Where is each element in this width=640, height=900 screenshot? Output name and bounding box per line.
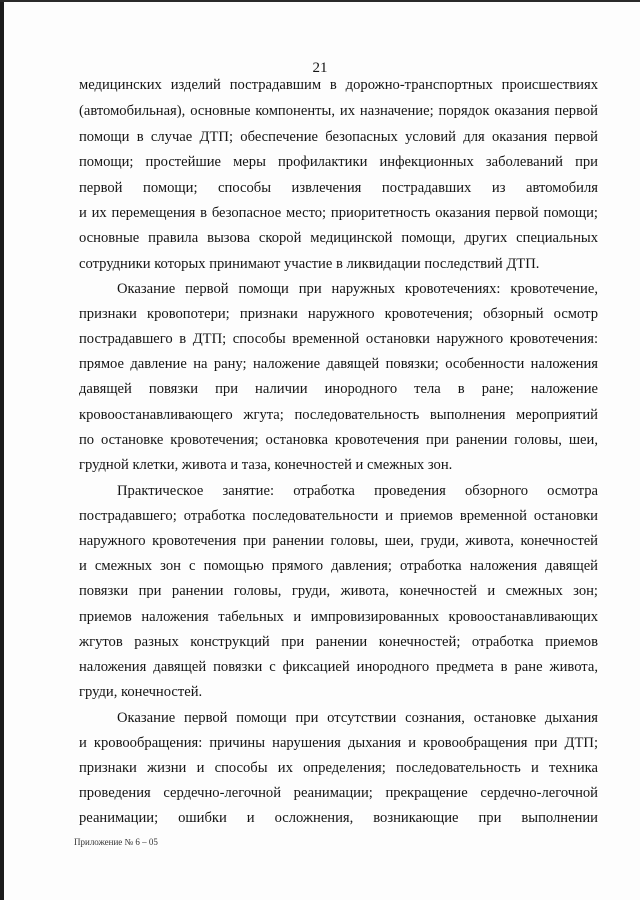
scan-edge-top (0, 0, 640, 2)
text-line: пострадавшего в ДТП; способы временной остановки наружного кровотечения: (79, 331, 598, 347)
text-line: повязки при ранении головы, груди, живота, конечностей и смежных зон; (79, 583, 598, 599)
text-line: признаки жизни и способы их определения; последовательность и техника (79, 760, 598, 776)
text-line: и кровообращения: причины нарушения дыхания и кровообращения при ДТП; (79, 735, 598, 751)
text-line: признаки кровопотери; признаки наружного кровотечения; обзорный осмотр (79, 306, 598, 322)
text-line: помощи; простейшие меры профилактики инфекционных заболеваний при (79, 154, 598, 170)
text-line: (автомобильная), основные компоненты, их назначение; порядок оказания первой (79, 103, 598, 119)
text-line: проведения сердечно-легочной реанимации; прекращение сердечно-легочной (79, 785, 598, 801)
text-line: Оказание первой помощи при наружных кровотечениях: кровотечение, (117, 281, 598, 297)
text-line: давящей повязки при наличии инородного тела в ране; наложение (79, 381, 598, 397)
text-line: Оказание первой помощи при отсутствии сознания, остановке дыхания (117, 710, 598, 726)
text-line: и смежных зон с помощью прямого давления; отработка наложения давящей (79, 558, 598, 574)
text-line: грудной клетки, живота и таза, конечностей и смежных зон. (79, 457, 453, 473)
text-line: наложения давящей повязки с фиксацией инородного предмета в ране живота, (79, 659, 598, 675)
text-line: груди, конечностей. (79, 684, 203, 700)
text-line: помощи в случае ДТП; обеспечение безопасных условий для оказания первой (79, 129, 598, 145)
text-line: прямое давление на рану; наложение давящей повязки; особенности наложения (79, 356, 598, 372)
page-number: 21 (312, 60, 328, 76)
text-line: по остановке кровотечения; остановка кровотечения при ранении головы, шеи, (79, 432, 598, 448)
footer-note: Приложение № 6 – 05 (74, 837, 158, 847)
text-line: первой помощи; способы извлечения пострадавших из автомобиля (79, 180, 598, 196)
text-line: сотрудники которых принимают участие в ликвидации последствий ДТП. (79, 256, 540, 272)
text-line: кровоостанавливающего жгута; последовательность выполнения мероприятий (79, 407, 598, 423)
text-line: и их перемещения в безопасное место; приоритетность оказания первой помощи; (79, 205, 598, 221)
text-line: наружного кровотечения при ранении головы, шеи, груди, живота, конечностей (79, 533, 598, 549)
text-line: пострадавшего; отработка последовательности и приемов временной остановки (79, 508, 598, 524)
text-line: реанимации; ошибки и осложнения, возникающие при выполнении (79, 810, 598, 826)
text-line: Практическое занятие: отработка проведения обзорного осмотра (117, 483, 598, 499)
text-line: приемов наложения табельных и импровизированных кровоостанавливающих (79, 609, 598, 625)
scan-edge (0, 0, 4, 900)
text-line: жгутов разных конструкций при ранении конечностей; отработка приемов (79, 634, 598, 650)
text-line: основные правила вызова скорой медицинской помощи, других специальных (79, 230, 598, 246)
text-line: медицинских изделий пострадавшим в дорожно-транспортных происшествиях (79, 77, 598, 93)
